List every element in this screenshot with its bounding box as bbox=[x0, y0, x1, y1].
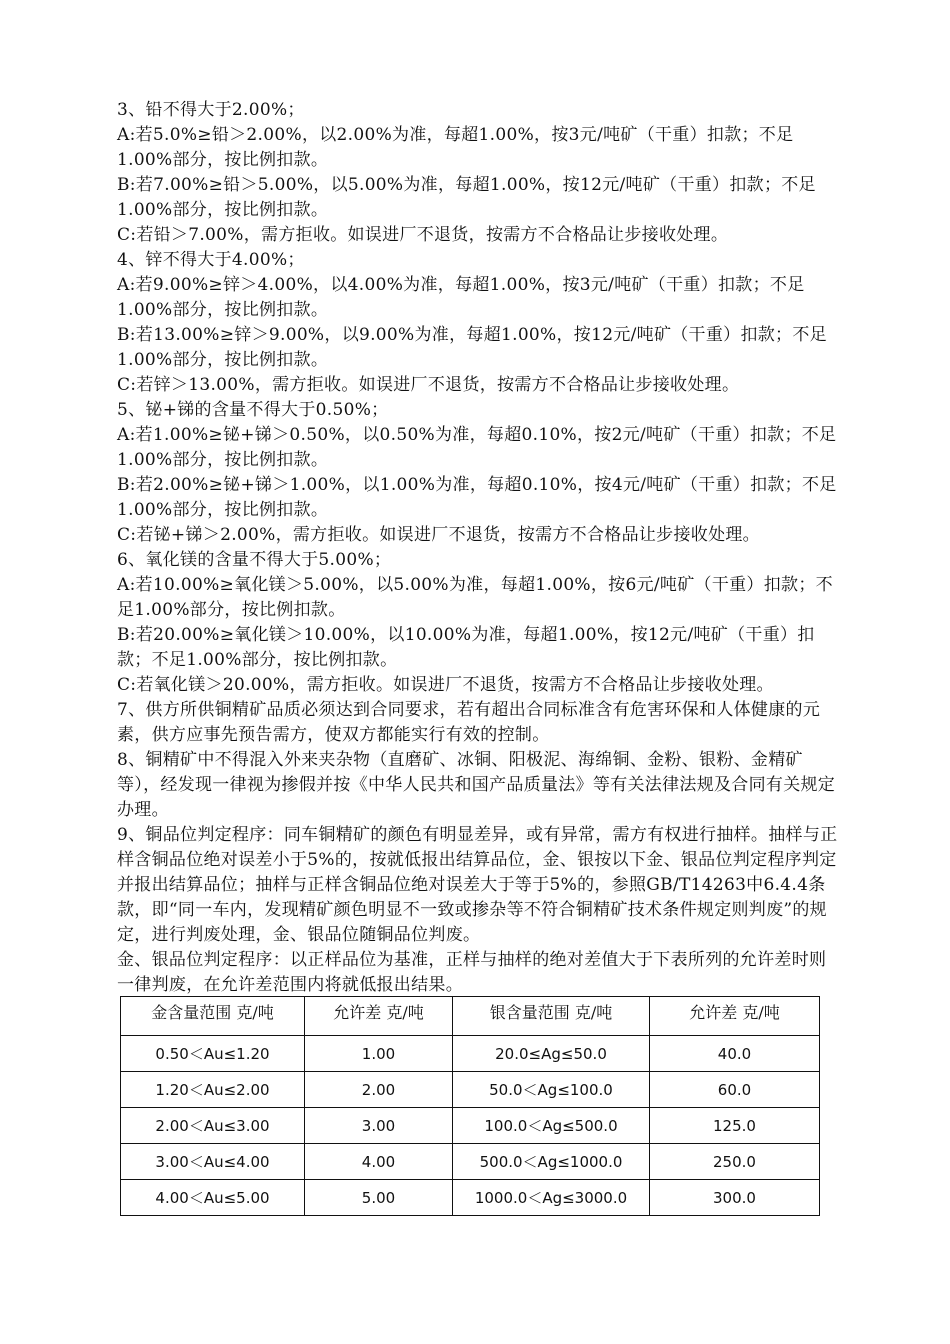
clause-5-b: B:若2.00%≥铋+锑＞1.00%，以1.00%为准，每超0.10%，按4元/吨矿（干重）扣款；不足1.00%部分，按比例扣款。 bbox=[117, 475, 837, 520]
table-row bbox=[121, 1108, 820, 1144]
gold-range-cell: 0.50＜Au≤1.20 bbox=[121, 1036, 305, 1072]
silver-tolerance-cell: 250.0 bbox=[650, 1144, 820, 1180]
clause-6-b: B:若20.00%≥氧化镁＞10.00%，以10.00%为准，每超1.00%，按12元/吨矿（干重）扣款；不足1.00%部分，按比例扣款。 bbox=[117, 625, 815, 670]
silver-range-cell: 500.0＜Ag≤1000.0 bbox=[453, 1144, 650, 1180]
silver-range-cell: 1000.0＜Ag≤3000.0 bbox=[453, 1180, 650, 1216]
clause-7-quality: 7、供方所供铜精矿品质必须达到合同要求，若有超出合同标准含有危害环保和人体健康的元素，供方应事先预告需方，使双方都能实行有效的控制。 bbox=[117, 700, 821, 745]
clause-4-zinc: 4、锌不得大于4.00%； bbox=[117, 250, 305, 270]
gold-range-cell: 1.20＜Au≤2.00 bbox=[121, 1072, 305, 1108]
gold-tolerance-cell: 1.00 bbox=[305, 1036, 453, 1072]
clause-3-lead: 3、铅不得大于2.00%； bbox=[117, 100, 305, 120]
document-body bbox=[117, 98, 843, 998]
table-header-row bbox=[121, 997, 820, 1036]
gold-range-cell: 3.00＜Au≤4.00 bbox=[121, 1144, 305, 1180]
clause-6-c: C:若氧化镁＞20.00%，需方拒收。如误进厂不退货，按需方不合格品让步接收处理。 bbox=[117, 675, 774, 695]
clause-5-bismuth-antimony: 5、铋+锑的含量不得大于0.50%； bbox=[117, 400, 389, 420]
gold-range-cell: 2.00＜Au≤3.00 bbox=[121, 1108, 305, 1144]
clause-4-a: A:若9.00%≥锌＞4.00%，以4.00%为准，每超1.00%，按3元/吨矿（干重）扣款；不足1.00%部分，按比例扣款。 bbox=[117, 275, 805, 320]
table-row bbox=[121, 1180, 820, 1216]
table-row bbox=[121, 1144, 820, 1180]
header-gold-range: 金含量范围 克/吨 bbox=[121, 997, 305, 1036]
clause-4-b: B:若13.00%≥锌＞9.00%，以9.00%为准，每超1.00%，按12元/吨矿（干重）扣款；不足1.00%部分，按比例扣款。 bbox=[117, 325, 827, 370]
silver-tolerance-cell: 60.0 bbox=[650, 1072, 820, 1108]
clause-3-c: C:若铅＞7.00%，需方拒收。如误进厂不退货，按需方不合格品让步接收处理。 bbox=[117, 225, 729, 245]
gold-tolerance-cell: 2.00 bbox=[305, 1072, 453, 1108]
clause-3-b: B:若7.00%≥铅＞5.00%，以5.00%为准，每超1.00%，按12元/吨矿（干重）扣款；不足1.00%部分，按比例扣款。 bbox=[117, 175, 816, 220]
gold-range-cell: 4.00＜Au≤5.00 bbox=[121, 1180, 305, 1216]
silver-range-cell: 20.0≤Ag≤50.0 bbox=[453, 1036, 650, 1072]
header-silver-tolerance: 允许差 克/吨 bbox=[650, 997, 820, 1036]
clause-6-a: A:若10.00%≥氧化镁＞5.00%，以5.00%为准，每超1.00%，按6元/吨矿（干重）扣款；不足1.00%部分，按比例扣款。 bbox=[117, 575, 833, 620]
silver-tolerance-cell: 40.0 bbox=[650, 1036, 820, 1072]
header-gold-tolerance: 允许差 克/吨 bbox=[305, 997, 453, 1036]
header-silver-range: 银含量范围 克/吨 bbox=[453, 997, 650, 1036]
clause-8-impurities: 8、铜精矿中不得混入外来夹杂物（直磨矿、冰铜、阳极泥、海绵铜、金粉、银粉、金精矿等），经发现一律视为掺假并按《中华人民共和国产品质量法》等有关法律法规及合同有关规定办理。 bbox=[117, 750, 836, 820]
silver-tolerance-cell: 125.0 bbox=[650, 1108, 820, 1144]
clause-3-a: A:若5.0%≥铅＞2.00%，以2.00%为准，每超1.00%，按3元/吨矿（干重）扣款；不足1.00%部分，按比例扣款。 bbox=[117, 125, 794, 170]
silver-range-cell: 50.0＜Ag≤100.0 bbox=[453, 1072, 650, 1108]
table-row bbox=[121, 1072, 820, 1108]
gold-silver-grade-procedure: 金、银品位判定程序：以正样品位为基准，正样与抽样的绝对差值大于下表所列的允许差时则一律判废，在允许差范围内将就低报出结果。 bbox=[117, 950, 827, 995]
gold-tolerance-cell: 4.00 bbox=[305, 1144, 453, 1180]
clause-4-c: C:若锌＞13.00%，需方拒收。如误进厂不退货，按需方不合格品让步接收处理。 bbox=[117, 375, 740, 395]
gold-tolerance-cell: 3.00 bbox=[305, 1108, 453, 1144]
gold-tolerance-cell: 5.00 bbox=[305, 1180, 453, 1216]
clause-5-c: C:若铋+锑＞2.00%，需方拒收。如误进厂不退货，按需方不合格品让步接收处理。 bbox=[117, 525, 760, 545]
silver-tolerance-cell: 300.0 bbox=[650, 1180, 820, 1216]
tolerance-table bbox=[120, 996, 820, 1216]
table-row bbox=[121, 1036, 820, 1072]
clause-5-a: A:若1.00%≥铋+锑＞0.50%，以0.50%为准，每超0.10%，按2元/吨矿（干重）扣款；不足1.00%部分，按比例扣款。 bbox=[117, 425, 837, 470]
silver-range-cell: 100.0＜Ag≤500.0 bbox=[453, 1108, 650, 1144]
clause-9-copper-grade: 9、铜品位判定程序：同车铜精矿的颜色有明显差异，或有异常，需方有权进行抽样。抽样与正样含铜品位绝对误差小于5%的，按就低报出结算品位，金、银按以下金、银品位判定程序判定并报出结算品位；抽样与正样含铜品位绝对误差大于等于5%的，参照GB/T14263中6.4.4条款，即“同一车内，发现精矿颜色明显不一致或掺杂等不符合铜精矿技术条件规定则判废”的规定，进行判废处理，金、银品位随铜品位判废。 bbox=[117, 825, 838, 945]
clause-6-magnesia: 6、氧化镁的含量不得大于5.00%； bbox=[117, 550, 392, 570]
